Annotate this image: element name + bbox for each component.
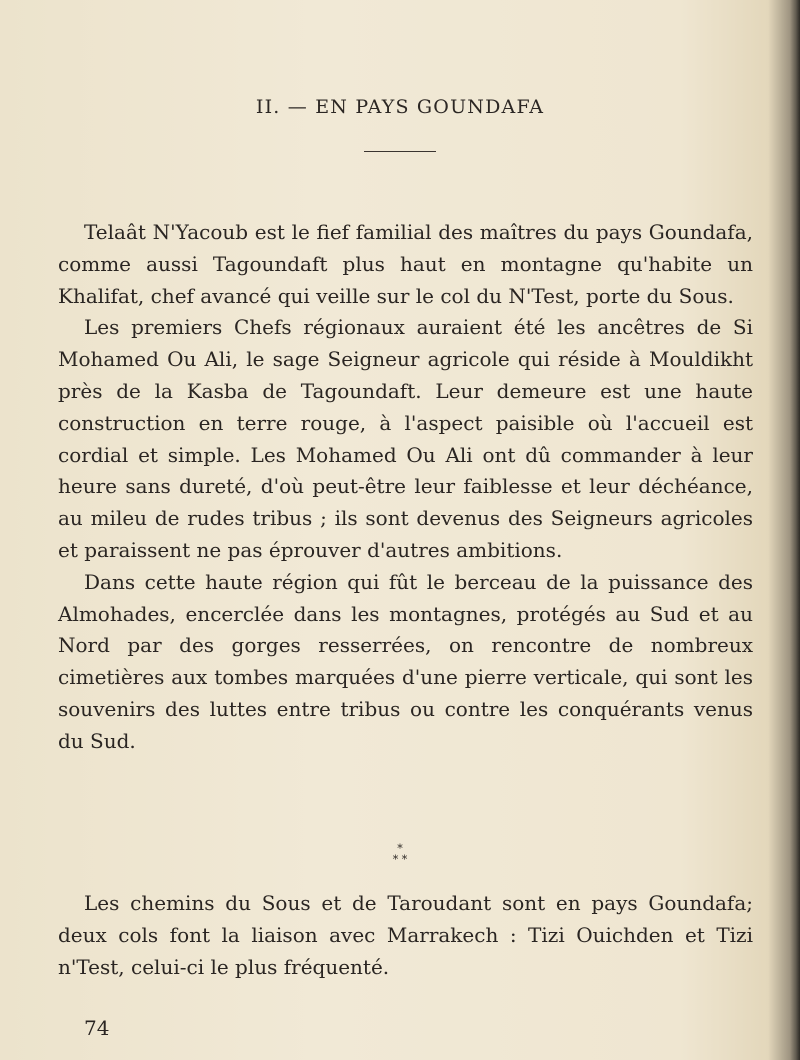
paragraph-1: Telaât N'Yacoub est le fief familial des maîtres du pays Goundafa, comme aussi Tagoundaft plus haut en montagne qu'habite un Khalifat, chef avancé qui veille sur le col du N'Test, porte du Sous. [58, 220, 753, 308]
page-edge-shadow [790, 0, 800, 1060]
closing-paragraph: Les chemins du Sous et de Taroudant sont en pays Goundafa; deux cols font la liaison avec Marrakech : Tizi Ouichden et Tizi n'Test, celui-ci le plus fréquenté. [58, 891, 753, 979]
chapter-title: II. — EN PAYS GOUNDAFA [255, 96, 545, 118]
closing-text [58, 888, 753, 983]
section-asterism [0, 843, 800, 865]
title-rule [364, 151, 436, 152]
asterism-bottom: * * [392, 853, 408, 866]
paragraph-3: Dans cette haute région qui fût le berceau de la puissance des Almohades, encerclée dans les montagnes, protégés au Sud et au Nord par des gorges resserrées, on rencontre de nombreux cimetières aux tombes marquées d'une pierre verticale, qui sont les souvenirs des luttes entre tribus ou contre les conquérants venus du Sud. [58, 569, 753, 753]
body-text [58, 217, 753, 758]
asterism-top: * [397, 842, 403, 855]
page-number: 74 [84, 1016, 110, 1040]
paragraph-2: Les premiers Chefs régionaux auraient été les ancêtres de Si Mohamed Ou Ali, le sage Seigneur agricole qui réside à Mouldikht près de la Kasba de Tagoundaft. Leur demeure est une haute construction en terre rouge, à l'aspect paisible où l'accueil est cordial et simple. Les Mohamed Ou Ali ont dû commander à leur heure sans dureté, d'où peut-être leur faiblesse et leur déchéance, au mileu de rudes tribus ; ils sont devenus des Seigneurs agricoles et paraissent ne pas éprouver d'autres ambitions. [58, 315, 753, 562]
